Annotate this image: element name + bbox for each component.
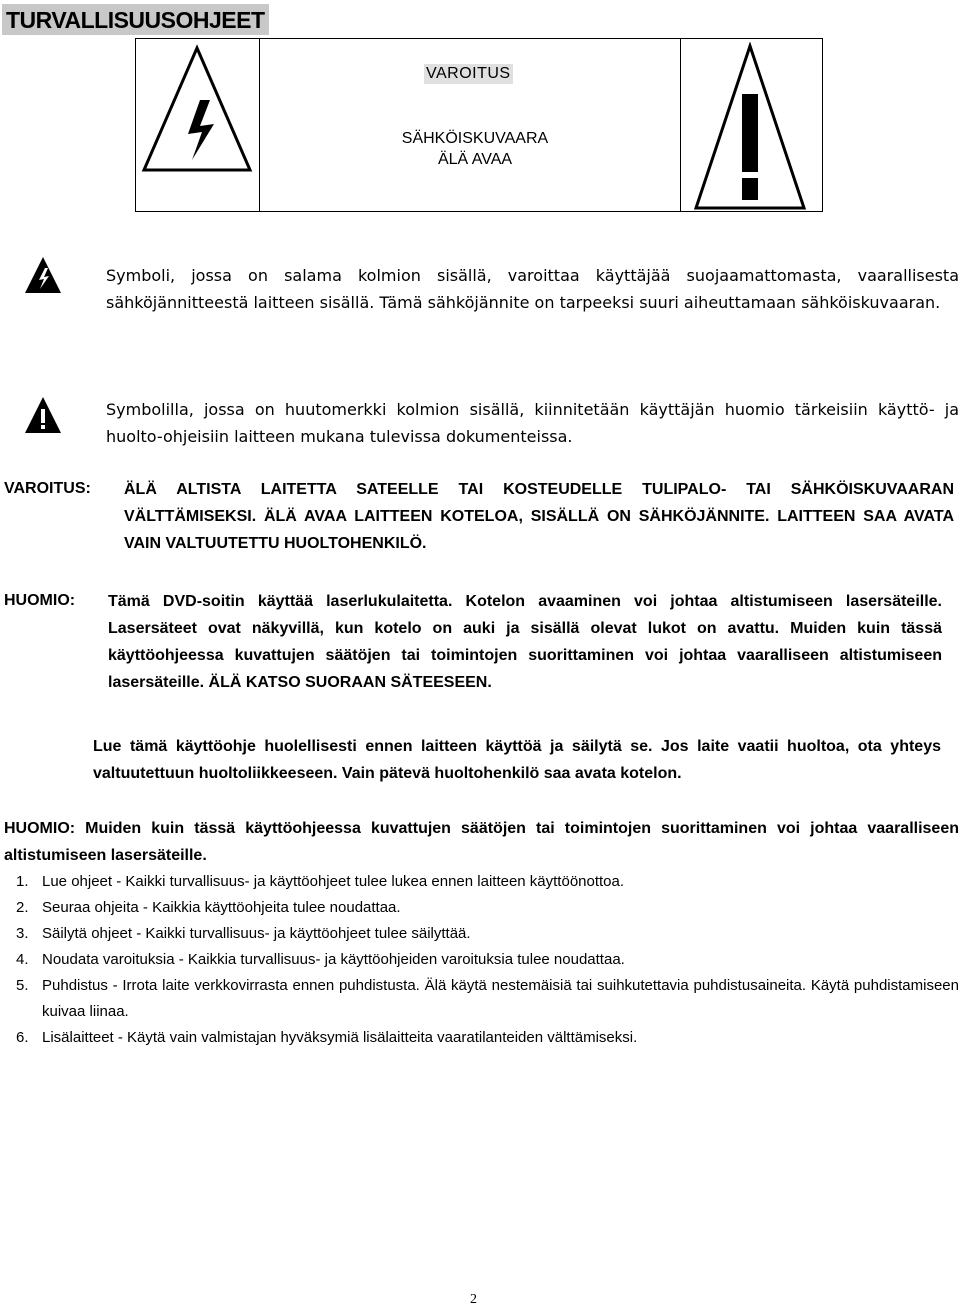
shock-hazard-line1: SÄHKÖISKUVAARA xyxy=(401,130,549,147)
list-item xyxy=(0,895,959,921)
list-item-number: 4. xyxy=(16,951,29,968)
list-item-number: 1. xyxy=(16,873,29,890)
list-item-number: 5. xyxy=(16,977,29,994)
huomio-laser-text: HUOMIO: Muiden kuin tässä käyttöohjeessa kuvattujen säätöjen tai toimintojen suorittaminen voi johtaa vaaralliseen altistumiseen lasersäteille. xyxy=(4,820,959,864)
list-item-text: Noudata varoituksia - Kaikkia turvallisuus- ja käyttöohjeiden varoituksia tulee noudattaa. xyxy=(42,951,625,968)
exclamation-triangle-icon xyxy=(690,42,808,212)
lightning-symbol-description: Symboli, jossa on salama kolmion sisällä, varoittaa käyttäjää suojaamattomasta, vaarallisesta sähköjännitteestä laitteen sisällä. Tämä sähköjännite on tarpeeksi suuri aiheuttamaan sähköiskuvaaran. xyxy=(106,266,959,312)
lightning-triangle-icon xyxy=(140,44,254,176)
list-item xyxy=(0,973,959,1025)
small-lightning-triangle-icon xyxy=(24,256,62,294)
warning-box-divider-right xyxy=(680,39,681,211)
safety-instructions-list xyxy=(0,869,959,1051)
read-manual-text: Lue tämä käyttöohje huolellisesti ennen laitteen käyttöä ja säilytä se. Jos laite vaatii huoltoa, ota yhteys valtuutettuun huoltoliikkeeseen. Vain pätevä huoltohenkilö saa avata kotelon. xyxy=(93,738,941,782)
warning-label: VAROITUS xyxy=(426,65,511,82)
varoitus-text: ÄLÄ ALTISTA LAITETTA SATEELLE TAI KOSTEUDELLE TULIPALO- TAI SÄHKÖISKUVAARAN VÄLTTÄMISEKSI. ÄLÄ AVAA LAITTEEN KOTELOA, SISÄLLÄ ON SÄHKÖJÄNNITE. LAITTEEN SAA AVATA VAIN VALTUUTETTU HUOLTOHENKILÖ. xyxy=(124,481,954,552)
list-item-text: Säilytä ohjeet - Kaikki turvallisuus- ja käyttöohjeet tulee säilyttää. xyxy=(42,925,471,942)
huomio-text: Tämä DVD-soitin käyttää laserlukulaitetta. Kotelon avaaminen voi johtaa altistumiseen lasersäteille. Lasersäteet ovat näkyvillä, kun kotelo on auki ja sisällä olevat lukot on avattu. Muiden kuin tässä käyttöohjeessa kuvattujen säätöjen tai toimintojen suorittaminen voi johtaa vaaralliseen altistumiseen lasersäteille. ÄLÄ KATSO SUORAAN SÄTEESEEN. xyxy=(108,593,942,691)
exclamation-symbol-description: Symbolilla, jossa on huutomerkki kolmion sisällä, kiinnitetään käyttäjän huomio tärkeisiin käyttö- ja huolto-ohjeisiin laitteen mukana tulevissa dokumenteissa. xyxy=(106,400,959,446)
warning-box-divider-left xyxy=(259,39,260,211)
varoitus-label: VAROITUS: xyxy=(4,480,91,497)
list-item xyxy=(0,1025,959,1051)
page-number: 2 xyxy=(470,1292,477,1307)
huomio-label: HUOMIO: xyxy=(4,592,76,609)
list-item-text: Seuraa ohjeita - Kaikkia käyttöohjeita tulee noudattaa. xyxy=(42,899,401,916)
list-item xyxy=(0,947,959,973)
small-exclamation-triangle-icon xyxy=(24,396,62,434)
shock-hazard-text xyxy=(350,128,600,170)
page-title: TURVALLISUUSOHJEET xyxy=(2,4,269,35)
list-item-text: Lue ohjeet - Kaikki turvallisuus- ja käyttöohjeet tulee lukea ennen laitteen käyttöönottoa. xyxy=(42,873,625,890)
shock-hazard-line2: ÄLÄ AVAA xyxy=(437,151,513,168)
list-item-text: Lisälaitteet - Käytä vain valmistajan hyväksymiä lisälaitteita vaaratilanteiden välttämiseksi. xyxy=(42,1029,638,1046)
list-item-number: 6. xyxy=(16,1029,29,1046)
list-item-number: 2. xyxy=(16,899,29,916)
list-item xyxy=(0,921,959,947)
list-item-text: Puhdistus - Irrota laite verkkovirrasta ennen puhdistusta. Älä käytä nestemäisiä tai suihkutettavia puhdistusaineita. Käytä puhdistamiseen kuivaa liinaa. xyxy=(42,977,959,1020)
list-item-number: 3. xyxy=(16,925,29,942)
list-item xyxy=(0,869,959,895)
